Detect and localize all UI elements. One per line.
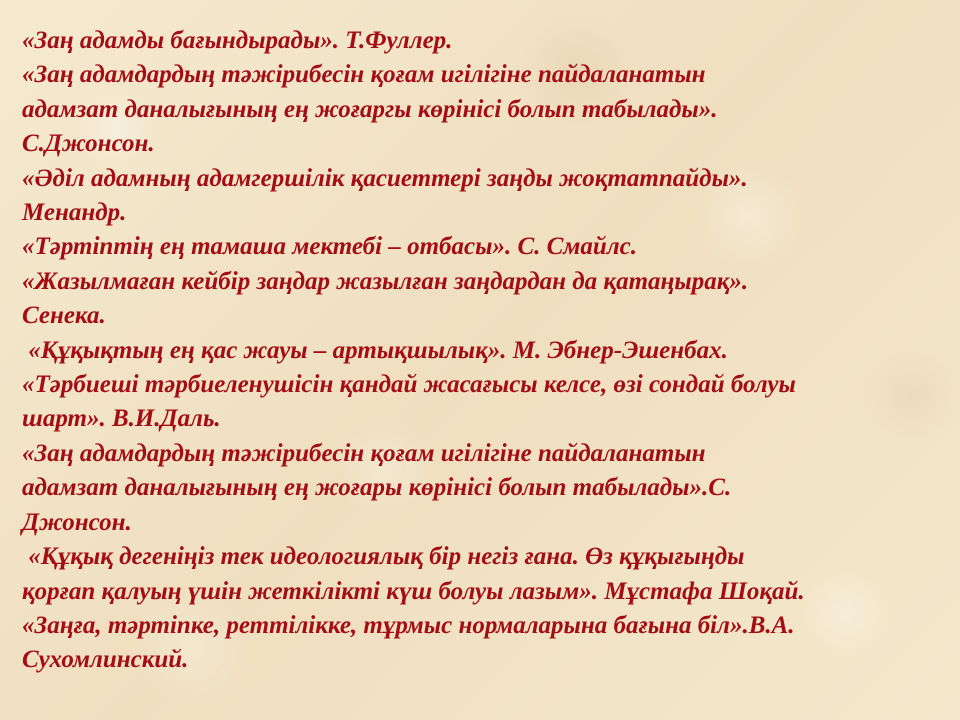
quote-line: қорғап қалуың үшін жеткілікті күш болуы лазым». Мұстафа Шоқай.: [22, 577, 805, 605]
quote-line: «Тәртіптің ең тамаша мектебі – отбасы». С. Смайлс.: [22, 233, 638, 261]
quotes-text-block: [22, 24, 940, 678]
quote-line: «Құқықтың ең қас жауы – артықшылық». М. Эбнер-Эшенбах.: [22, 336, 728, 364]
quote-line: Джонсон.: [22, 508, 132, 536]
quote-line: Сенека.: [22, 302, 106, 330]
quote-line: Сухомлинский.: [22, 646, 189, 674]
quote-line: «Жазылмаған кейбір заңдар жазылған заңдардан да қатаңырақ».: [22, 267, 749, 295]
quote-line: «Заң адамдардың тәжірибесін қоғам игілігіне пайдаланатын: [22, 439, 706, 467]
quote-line: «Заңға, тәртіпке, реттілікке, тұрмыс нормаларына бағына біл».В.А.: [22, 611, 795, 639]
quote-line: шарт». В.И.Даль.: [22, 405, 221, 433]
quote-line: «Тәрбиеші тәрбиеленушісін қандай жасағысы келсе, өзі сондай болуы: [22, 371, 796, 399]
quote-line: «Әділ адамның адамгершілік қасиеттері заңды жоқтатпайды».: [22, 164, 748, 192]
quote-line: «Құқық дегеніңіз тек идеологиялық бір негіз ғана. Өз құқығыңды: [22, 543, 745, 571]
quote-line: адамзат даналығының ең жоғары көрінісі болып табылады».С.: [22, 474, 732, 502]
quote-line: «Заң адамды бағындырады». Т.Фуллер.: [22, 27, 453, 54]
quote-line: Менандр.: [22, 199, 127, 227]
quote-line: С.Джонсон.: [22, 130, 155, 158]
quote-line: «Заң адамдардың тәжірибесін қоғам игілігіне пайдаланатын: [22, 61, 706, 89]
quote-line: адамзат даналығының ең жоғаргы көрінісі болып табылады».: [22, 95, 718, 123]
